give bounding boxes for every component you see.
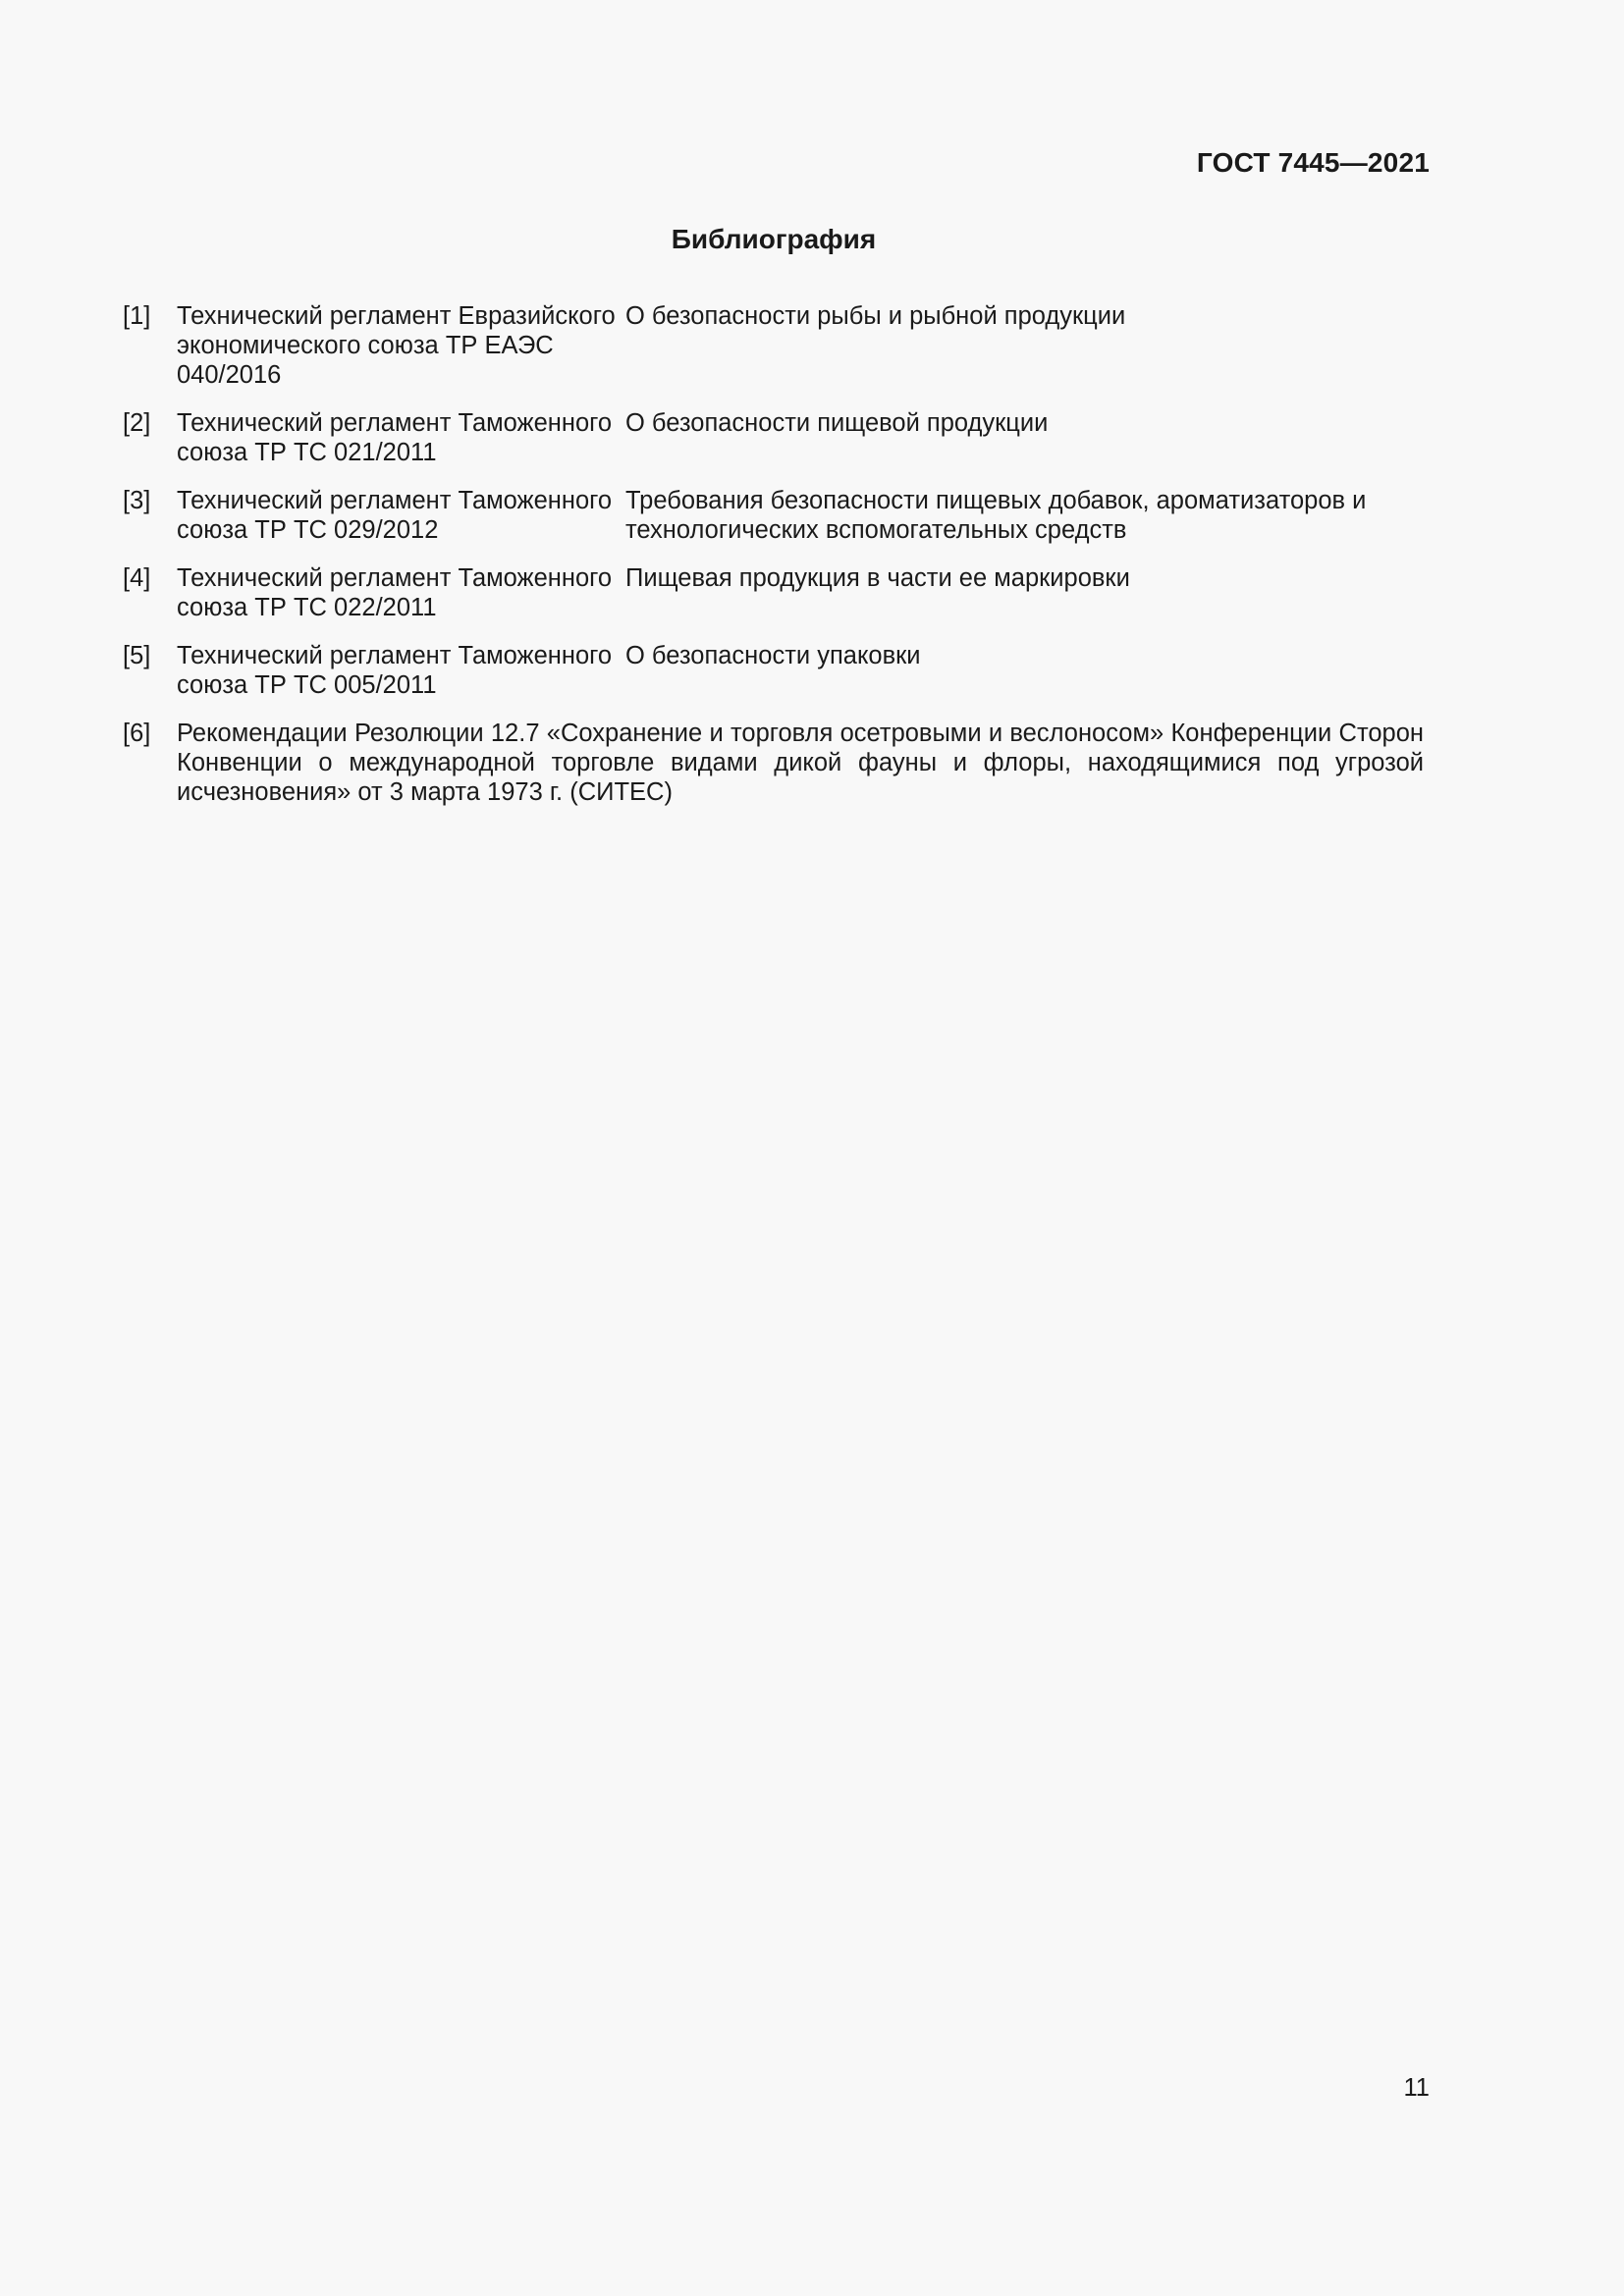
entry-number: [5] xyxy=(123,642,151,669)
entry-number: [1] xyxy=(123,302,151,330)
entry-topic: Требования безопасности пищевых добавок, ароматизаторов и технологических вспомогательных средств xyxy=(625,487,1367,544)
page-number: 11 xyxy=(1403,2074,1430,2102)
entry-document: Технический регламент Таможенного союза ТР ТС 021/2011 xyxy=(177,409,613,466)
section-title: Библиография xyxy=(671,224,877,254)
entry-topic: О безопасности рыбы и рыбной продукции xyxy=(625,302,1126,330)
bibliography-entry xyxy=(123,641,1424,700)
entry-document: Технический регламент Таможенного союза ТР ТС 029/2012 xyxy=(177,487,613,544)
entry-number: [4] xyxy=(123,564,151,592)
entry-topic: О безопасности пищевой продукции xyxy=(625,409,1049,437)
entry-number: [2] xyxy=(123,409,151,437)
bibliography-entry xyxy=(123,408,1424,467)
bibliography-entry xyxy=(123,486,1424,545)
entry-topic: Пищевая продукция в части ее маркировки xyxy=(625,564,1130,592)
entry-full-text: Рекомендации Резолюции 12.7 «Сохранение и торговля осетровыми и веслоносом» Конференции Сторон Конвенции о международной торговле видами дикой фауны и флоры, находящимися под угрозой исчезновения» от 3 марта 1973 г. (СИТЕС) xyxy=(177,720,1424,806)
entry-topic: О безопасности упаковки xyxy=(625,642,921,669)
bibliography-entry xyxy=(123,719,1424,807)
document-code: ГОСТ 7445—2021 xyxy=(1196,147,1430,178)
entry-document: Технический регламент Таможенного союза ТР ТС 022/2011 xyxy=(177,564,613,621)
entry-number: [3] xyxy=(123,487,151,514)
entry-document: Технический регламент Евразийского экономического союза ТР ЕАЭС 040/2016 xyxy=(177,302,616,389)
bibliography-list xyxy=(123,301,1424,826)
bibliography-entry xyxy=(123,563,1424,622)
bibliography-entry xyxy=(123,301,1424,390)
entry-document: Технический регламент Таможенного союза ТР ТС 005/2011 xyxy=(177,642,613,699)
entry-number: [6] xyxy=(123,720,151,747)
